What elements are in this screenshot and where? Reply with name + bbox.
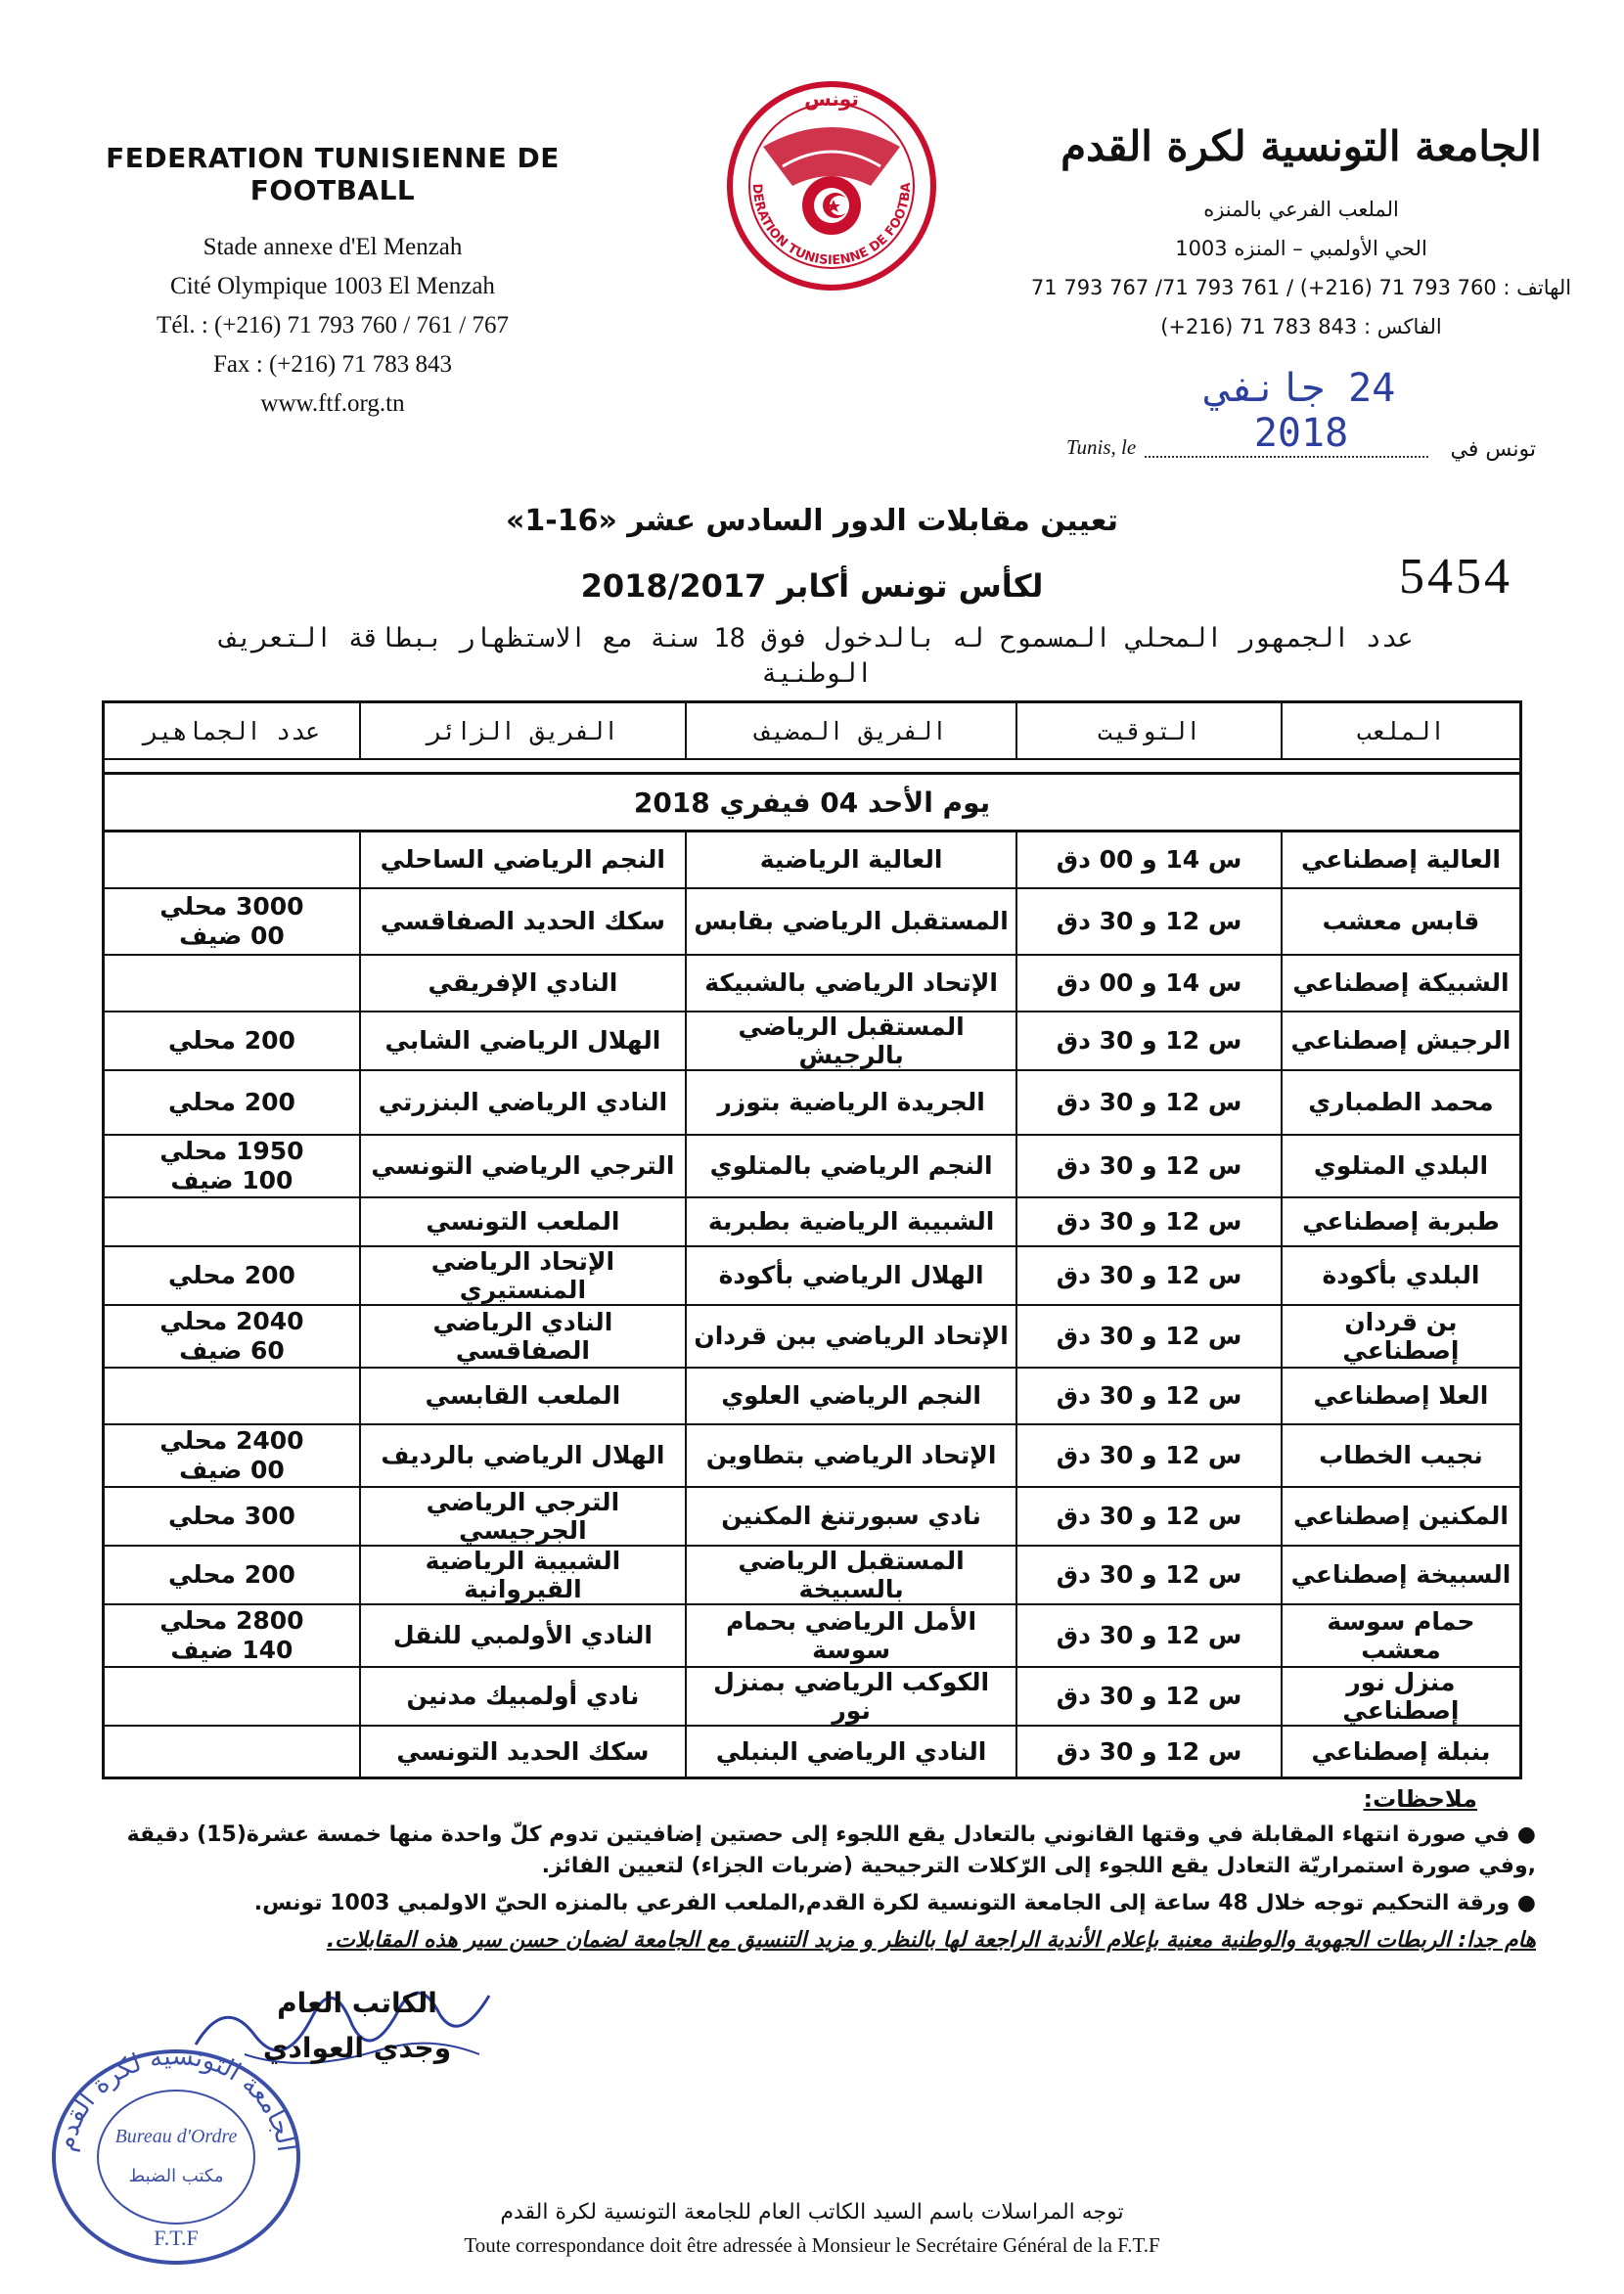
- fax-line-ar: الفاكس : 843 783 71 (216+): [1160, 315, 1442, 338]
- official-stamp: [39, 2035, 313, 2270]
- home-team-cell: المستقبل الرياضي بقابس: [686, 888, 1016, 955]
- attendance-local: 1950 محلي: [159, 1136, 304, 1165]
- attendance-guest: 00 ضيف: [179, 921, 285, 950]
- note-3: هام جدا: الربطات الجهوية والوطنية معنية بإعلام الأندية الراجعة لها بالنظر و مزيد التنسيق مع الجامعة لضمان حسن سير هذه المقابلات.: [326, 1928, 1536, 1953]
- matches-table: [102, 700, 1522, 1779]
- home-team-cell: الشبيبة الرياضية بطبربة: [686, 1197, 1016, 1246]
- table-row: [104, 1726, 1521, 1778]
- attendance-guest: 100 ضيف: [170, 1165, 293, 1194]
- stadium-cell: العلا إصطناعي: [1282, 1368, 1521, 1424]
- time-cell: س 12 و 30 دق: [1016, 1424, 1282, 1487]
- table-row: [104, 1135, 1521, 1197]
- stadium-cell: الشبيكة إصطناعي: [1282, 955, 1521, 1012]
- attendance-local: 300 محلي: [167, 1501, 295, 1530]
- away-team-cell: الملعب القابسي: [360, 1368, 686, 1424]
- attendance-cell: [104, 1305, 360, 1368]
- away-team-cell: النادي الرياضي الصفاقسي: [360, 1305, 686, 1368]
- attendance-local: 200 محلي: [167, 1025, 295, 1055]
- table-row: [104, 1368, 1521, 1424]
- time-cell: س 12 و 30 دق: [1016, 1135, 1282, 1197]
- stadium-cell: قابس معشب: [1282, 888, 1521, 955]
- attendance-cell: [104, 1012, 360, 1070]
- table-row: [104, 1604, 1521, 1667]
- home-team-cell: الإتحاد الرياضي ببن قردان: [686, 1305, 1016, 1368]
- stadium-cell: محمد الطمباري: [1282, 1070, 1521, 1135]
- home-team-cell: نادي سبورتنغ المكنين: [686, 1487, 1016, 1546]
- header-stadium: الملعب: [1282, 702, 1521, 760]
- time-cell: س 12 و 30 دق: [1016, 888, 1282, 955]
- day-label: يوم الأحد 04 فيفري 2018: [104, 774, 1521, 832]
- org-name-fr: FEDERATION TUNISIENNE DE FOOTBALL: [106, 142, 560, 206]
- attendance-cell: [104, 1197, 360, 1246]
- document-number: 5454: [1399, 549, 1512, 605]
- date-line: [1066, 366, 1536, 470]
- table-row: [104, 955, 1521, 1012]
- home-team-cell: الكوكب الرياضي بمنزل نور: [686, 1667, 1016, 1726]
- home-team-cell: الجريدة الرياضية بتوزر: [686, 1070, 1016, 1135]
- attendance-cell: [104, 1667, 360, 1726]
- home-team-cell: المستقبل الرياضي بالرجيش: [686, 1012, 1016, 1070]
- day-row: [104, 774, 1521, 832]
- away-team-cell: النادي الرياضي البنزرتي: [360, 1070, 686, 1135]
- header-right: [1027, 122, 1575, 346]
- attendance-local: 2040 محلي: [159, 1306, 304, 1335]
- stadium-cell: بنبلة إصطناعي: [1282, 1726, 1521, 1778]
- stadium-cell: منزل نور إصطناعي: [1282, 1667, 1521, 1726]
- stadium-cell: طبربة إصطناعي: [1282, 1197, 1521, 1246]
- home-team-cell: الإتحاد الرياضي بالشبيكة: [686, 955, 1016, 1012]
- note-2: ورقة التحكيم توجه خلال 48 ساعة إلى الجامعة التونسية لكرة القدم,الملعب الفرعي بالمنزه الحيّ الاولمبي 1003 تونس.: [253, 1891, 1511, 1915]
- attendance-local: 200 محلي: [167, 1559, 295, 1589]
- stadium-cell: العالية إصطناعي: [1282, 832, 1521, 888]
- away-team-cell: الترجي الرياضي الجرجيسي: [360, 1487, 686, 1546]
- logo-ring-text: DERATION TUNISIENNE DE FOOTBA: [748, 182, 915, 269]
- attendance-cell: [104, 1246, 360, 1305]
- footer-fr: Toute correspondance doit être adressée à Monsieur le Secrétaire Général de la F.T.F: [464, 2233, 1160, 2257]
- stamp-ring-text: الجامعة التونسية لكرة القدم: [51, 2041, 301, 2154]
- attendance-local: 200 محلي: [167, 1260, 295, 1289]
- notes-title: ملاحظات:: [1363, 1785, 1477, 1813]
- time-cell: س 12 و 30 دق: [1016, 1726, 1282, 1778]
- stadium-cell: بن قردان إصطناعي: [1282, 1305, 1521, 1368]
- away-team-cell: الهلال الرياضي الشابي: [360, 1012, 686, 1070]
- attendance-cell: [104, 888, 360, 955]
- attendance-local: 2400 محلي: [159, 1425, 304, 1455]
- home-team-cell: الإتحاد الرياضي بتطاوين: [686, 1424, 1016, 1487]
- attendance-guest: 60 ضيف: [179, 1335, 285, 1365]
- time-cell: س 12 و 30 دق: [1016, 1197, 1282, 1246]
- table-row: [104, 1197, 1521, 1246]
- attendance-guest: 140 ضيف: [170, 1635, 293, 1664]
- footer-ar: توجه المراسلات باسم السيد الكاتب العام للجامعة التونسية لكرة القدم: [500, 2200, 1124, 2225]
- title-cup: لكأس تونس أكابر 2018/2017: [580, 567, 1044, 605]
- time-cell: س 14 و 00 دق: [1016, 832, 1282, 888]
- table-row: [104, 1305, 1521, 1368]
- table-row: [104, 888, 1521, 955]
- website-line: www.ftf.org.tn: [260, 390, 405, 417]
- table-row: [104, 1424, 1521, 1487]
- stamp-abbr: F.T.F: [154, 2226, 199, 2250]
- home-team-cell: العالية الرياضية: [686, 832, 1016, 888]
- table-row: [104, 1667, 1521, 1726]
- table-row: [104, 1487, 1521, 1546]
- attendance-cell: [104, 1368, 360, 1424]
- table-row: [104, 1070, 1521, 1135]
- time-cell: س 12 و 30 دق: [1016, 1604, 1282, 1667]
- title-round: تعيين مقابلات الدور السادس عشر «16-1»: [506, 504, 1118, 538]
- tel-line-ar: الهاتف : 760 793 71 (216+) / 761 793 71/ 767 793 71: [1030, 276, 1572, 299]
- stamp-arabic-text: مكتب الضبط: [128, 2166, 224, 2186]
- attendance-cell: [104, 955, 360, 1012]
- away-team-cell: الهلال الرياضي بالرديف: [360, 1424, 686, 1487]
- attendance-local: 200 محلي: [167, 1087, 295, 1116]
- header-left: [78, 142, 587, 424]
- tel-line: Tél. : (+216) 71 793 760 / 761 / 767: [157, 312, 509, 338]
- header-away: الفريق الزائر: [360, 702, 686, 760]
- away-team-cell: الترجي الرياضي التونسي: [360, 1135, 686, 1197]
- title-attendance-note: عدد الجمهور المحلي المسموح له بالدخول فوق 18 سنة مع الاستظهار ببطاقة التعريف الوطنية: [220, 623, 1414, 689]
- footer: [293, 2196, 1331, 2261]
- notes-block: ● في صورة انتهاء المقابلة في وقتها القانوني بالتعادل يقع اللجوء إلى حصتين إضافيتين تدوم كلّ واحدة منها خمسة عشرة(15) دقيقة ,وفي صورة استمراريّة التعادل يقع اللجوء إلى الرّكلات الترجيحية (ضربات الجزاء) لتعيين الفائز. ● ورقة التحكيم توجه خلال 48 ساعة إلى الجامعة التونسية لكرة القدم,الملعب الفرعي بالمنزه الحيّ الاولمبي 1003 تونس. هام جدا: الربطات الجهوية والوطنية معنية بإعلام الأندية الراجعة لها بالنظر و مزيد التنسيق مع الجامعة لضمان حسن سير هذه المقابلات.: [126, 1822, 1536, 1953]
- time-cell: س 12 و 30 دق: [1016, 1305, 1282, 1368]
- away-team-cell: الشبيبة الرياضية القيروانية: [360, 1546, 686, 1604]
- signature-name: وجدي العوادي: [262, 2032, 452, 2064]
- time-cell: س 14 و 00 دق: [1016, 955, 1282, 1012]
- table-row: [104, 832, 1521, 888]
- table-row: [104, 1546, 1521, 1604]
- attendance-cell: [104, 1487, 360, 1546]
- home-team-cell: المستقبل الرياضي بالسبيخة: [686, 1546, 1016, 1604]
- stadium-cell: السبيخة إصطناعي: [1282, 1546, 1521, 1604]
- date-label-fr: Tunis, le: [1066, 435, 1137, 459]
- note-1: في صورة انتهاء المقابلة في وقتها القانوني بالتعادل يقع اللجوء إلى حصتين إضافيتين تدوم كلّ واحدة منها خمسة عشرة(15) دقيقة ,وفي صورة استمراريّة التعادل يقع اللجوء إلى الرّكلات الترجيحية (ضربات الجزاء) لتعيين الفائز.: [126, 1822, 1536, 1878]
- table-row: [104, 1246, 1521, 1305]
- date-label-ar: تونس في: [1450, 437, 1536, 462]
- away-team-cell: نادي أولمبيك مدنين: [360, 1667, 686, 1726]
- away-team-cell: الإتحاد الرياضي المنستيري: [360, 1246, 686, 1305]
- address-line-2: Cité Olympique 1003 El Menzah: [170, 273, 495, 299]
- home-team-cell: النادي الرياضي البنبلي: [686, 1726, 1016, 1778]
- time-cell: س 12 و 30 دق: [1016, 1070, 1282, 1135]
- stadium-cell: حمام سوسة معشب: [1282, 1604, 1521, 1667]
- attendance-local: 3000 محلي: [159, 891, 304, 921]
- attendance-cell: [104, 1070, 360, 1135]
- home-team-cell: الأمل الرياضي بحمام سوسة: [686, 1604, 1016, 1667]
- attendance-cell: [104, 1424, 360, 1487]
- stadium-cell: البلدي المتلوي: [1282, 1135, 1521, 1197]
- home-team-cell: النجم الرياضي العلوي: [686, 1368, 1016, 1424]
- table-header-row: [104, 702, 1521, 760]
- away-team-cell: النادي الإفريقي: [360, 955, 686, 1012]
- time-cell: س 12 و 30 دق: [1016, 1246, 1282, 1305]
- time-cell: س 12 و 30 دق: [1016, 1546, 1282, 1604]
- address-line-ar-1: الملعب الفرعي بالمنزه: [1203, 198, 1399, 221]
- federation-logo: [724, 78, 939, 293]
- handwritten-date: 24 جانفي 2018: [1206, 366, 1396, 456]
- away-team-cell: النادي الأولمبي للنقل: [360, 1604, 686, 1667]
- header-home: الفريق المضيف: [686, 702, 1016, 760]
- attendance-cell: [104, 1135, 360, 1197]
- away-team-cell: النجم الرياضي الساحلي: [360, 832, 686, 888]
- attendance-guest: 00 ضيف: [179, 1455, 285, 1484]
- address-line-1: Stade annexe d'El Menzah: [203, 234, 463, 260]
- fax-line: Fax : (+216) 71 783 843: [213, 351, 452, 378]
- attendance-cell: [104, 832, 360, 888]
- logo-arabic-text: تونس: [804, 87, 859, 111]
- home-team-cell: الهلال الرياضي بأكودة: [686, 1246, 1016, 1305]
- stadium-cell: الرجيش إصطناعي: [1282, 1012, 1521, 1070]
- table-row: [104, 1012, 1521, 1070]
- stadium-cell: البلدي بأكودة: [1282, 1246, 1521, 1305]
- home-team-cell: النجم الرياضي بالمتلوي: [686, 1135, 1016, 1197]
- time-cell: س 12 و 30 دق: [1016, 1667, 1282, 1726]
- time-cell: س 12 و 30 دق: [1016, 1487, 1282, 1546]
- away-team-cell: الملعب التونسي: [360, 1197, 686, 1246]
- stadium-cell: نجيب الخطاب: [1282, 1424, 1521, 1487]
- time-cell: س 12 و 30 دق: [1016, 1012, 1282, 1070]
- time-cell: س 12 و 30 دق: [1016, 1368, 1282, 1424]
- header-time: التوقيت: [1016, 702, 1282, 760]
- table-gap-row: [104, 759, 1521, 774]
- attendance-cell: [104, 1726, 360, 1778]
- date-dotted-line: [1145, 456, 1428, 458]
- stadium-cell: المكنين إصطناعي: [1282, 1487, 1521, 1546]
- stamp-bureau-text: Bureau d'Ordre: [114, 2126, 238, 2147]
- attendance-cell: [104, 1604, 360, 1667]
- attendance-cell: [104, 1546, 360, 1604]
- org-name-ar: الجامعة التونسية لكرة القدم: [1060, 122, 1542, 170]
- address-line-ar-2: الحي الأولمبي – المنزه 1003: [1175, 237, 1427, 260]
- header-attendance: عدد الجماهير: [104, 702, 360, 760]
- signature-role: الكاتب العام: [277, 1987, 437, 2019]
- away-team-cell: سكك الحديد التونسي: [360, 1726, 686, 1778]
- attendance-local: 2800 محلي: [159, 1605, 304, 1635]
- away-team-cell: سكك الحديد الصفاقسي: [360, 888, 686, 955]
